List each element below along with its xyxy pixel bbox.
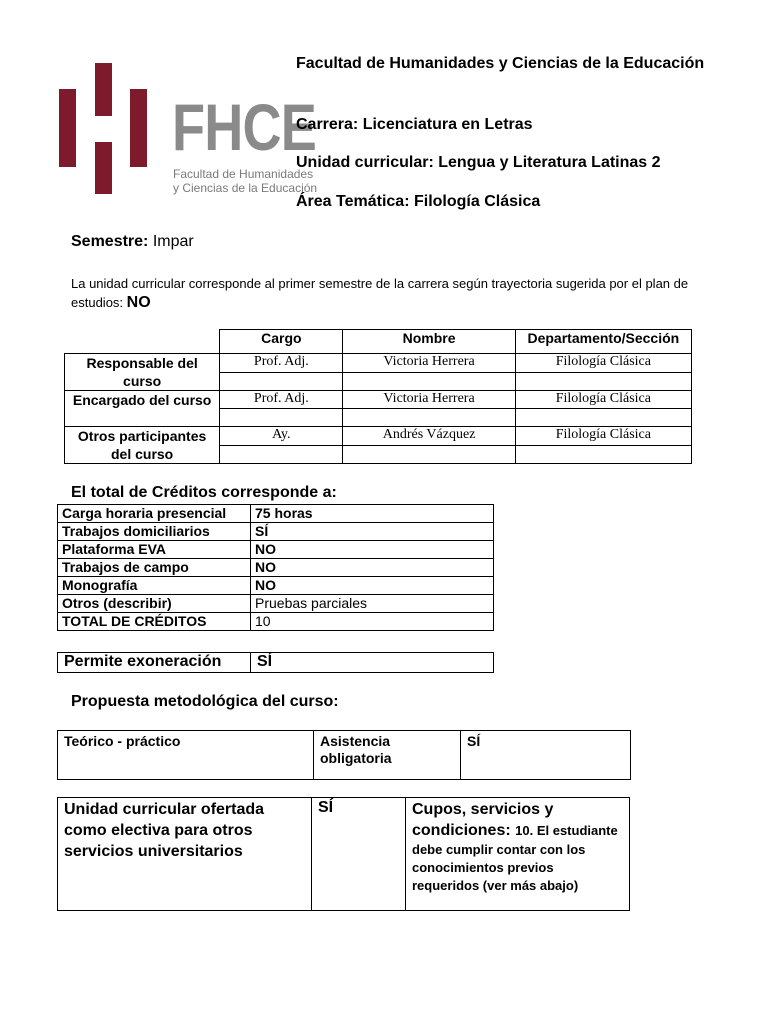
credito-label: Otros (describir): [58, 595, 251, 613]
staff-role-responsable: Responsable del curso: [65, 354, 220, 391]
semestre-value: Impar: [152, 233, 194, 250]
creditos-table: [57, 504, 494, 631]
metodologia-tipo: Teórico - práctico: [58, 731, 314, 780]
electiva-value: SÍ: [312, 798, 406, 911]
staff-cargo: Prof. Adj.: [220, 391, 343, 409]
staff-depto: Filología Clásica: [515, 391, 691, 409]
staff-nombre: Victoria Herrera: [343, 391, 515, 409]
staff-depto: Filología Clásica: [515, 427, 691, 446]
exoneracion-table: [57, 652, 494, 673]
staff-table: [64, 329, 692, 464]
staff-empty-cell: [220, 372, 343, 391]
staff-header-empty: [65, 330, 220, 354]
credito-value: SÍ: [251, 523, 494, 541]
staff-header-cargo: Cargo: [220, 330, 343, 354]
staff-nombre: Andrés Vázquez: [343, 427, 515, 446]
logo-subtitle: Facultad de Humanidades y Ciencias de la Educación: [173, 167, 318, 195]
credito-total-label: TOTAL DE CRÉDITOS: [58, 613, 251, 631]
credito-value: NO: [251, 541, 494, 559]
staff-role-otros: Otros participantes del curso: [65, 427, 220, 464]
primer-semestre-value: NO: [126, 294, 151, 311]
cupos-label: Cupos, servicios y condiciones:: [412, 801, 554, 839]
staff-empty-cell: [220, 409, 343, 427]
cupos-text: 10. El estudiante debe cumplir contar con los conocimientos previos requeridos (ver más abajo): [412, 823, 618, 893]
staff-empty-cell: [220, 445, 343, 464]
logo-bar-left: [59, 89, 76, 167]
staff-header-depto: Departamento/Sección: [515, 330, 691, 354]
staff-nombre: Victoria Herrera: [343, 354, 515, 373]
staff-cargo: Prof. Adj.: [220, 354, 343, 373]
carrera-title: Carrera: Licenciatura en Letras: [296, 116, 533, 133]
staff-empty-cell: [343, 372, 515, 391]
staff-empty-cell: [515, 409, 691, 427]
logo-bar-right: [130, 89, 147, 167]
credito-label: Trabajos de campo: [58, 559, 251, 577]
credito-label: Trabajos domiciliarios: [58, 523, 251, 541]
metodologia-table: [57, 730, 631, 780]
unidad-title: Unidad curricular: Lengua y Literatura Latinas 2: [296, 154, 661, 171]
credito-total-value: 10: [251, 613, 494, 631]
staff-header-nombre: Nombre: [343, 330, 515, 354]
primer-semestre-paragraph: [71, 274, 721, 312]
staff-role-encargado: Encargado del curso: [65, 391, 220, 427]
logo-bar-center-top: [95, 63, 112, 116]
electiva-label: Unidad curricular ofertada como electiva para otros servicios universitarios: [58, 798, 312, 911]
creditos-title: El total de Créditos corresponde a:: [71, 484, 337, 501]
credito-label: Monografía: [58, 577, 251, 595]
staff-empty-cell: [515, 372, 691, 391]
staff-empty-cell: [343, 409, 515, 427]
logo-acronym: FHCE: [172, 90, 317, 164]
credito-value: NO: [251, 577, 494, 595]
asistencia-label: Asistencia obligatoria: [314, 731, 461, 780]
cupos-cell: [406, 798, 630, 911]
credito-label: Carga horaria presencial: [58, 505, 251, 523]
faculty-title: Facultad de Humanidades y Ciencias de la Educación: [296, 55, 705, 72]
staff-empty-cell: [343, 445, 515, 464]
electiva-table: [57, 797, 630, 911]
staff-empty-cell: [515, 445, 691, 464]
credito-value: NO: [251, 559, 494, 577]
semestre-label: Semestre:: [71, 233, 149, 250]
staff-cargo: Ay.: [220, 427, 343, 446]
primer-semestre-text: La unidad curricular corresponde al primer semestre de la carrera según trayectoria sugerida por el plan de estudios:: [71, 276, 689, 310]
area-title: Área Temática: Filología Clásica: [296, 193, 541, 210]
credito-label: Plataforma EVA: [58, 541, 251, 559]
exoneracion-value: SÍ: [251, 653, 494, 673]
credito-value: 75 horas: [251, 505, 494, 523]
exoneracion-label: Permite exoneración: [58, 653, 251, 673]
credito-value: Pruebas parciales: [251, 595, 494, 613]
staff-depto: Filología Clásica: [515, 354, 691, 373]
logo-bar-center-bottom: [95, 142, 112, 194]
metodologia-title: Propuesta metodológica del curso:: [71, 693, 339, 710]
semestre-line: [71, 233, 194, 251]
asistencia-value: SÍ: [461, 731, 631, 780]
